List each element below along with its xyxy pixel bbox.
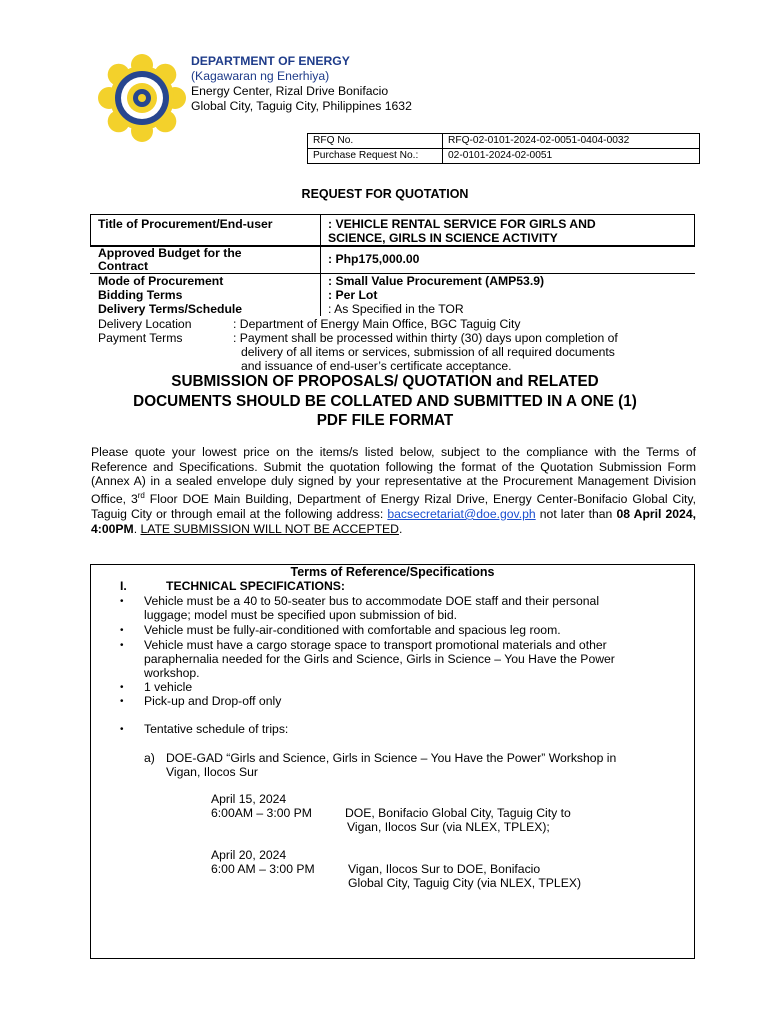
title-value-line-2: SCIENCE, GIRLS IN SCIENCE ACTIVITY [328,231,558,245]
title-value-line-1: : VEHICLE RENTAL SERVICE FOR GIRLS AND [328,217,596,231]
instructions-text-1: Please quote your lowest price on the items/s listed below, subject to the compliance with the Terms of Reference and Specifications. Submit the quotation following the format of the Quotation Submission Form (Annex A) in a sealed envelope duly signed by your representative at the Procurement Management Division Office, 3 [91,445,696,507]
trip-1-route-line-2: Vigan, Ilocos Sur (via NLEX, TPLEX); [347,820,550,834]
rfq-number-table [307,133,700,164]
purchase-request-row [308,149,700,164]
trip-1-time: 6:00AM – 3:00 PM [211,806,312,820]
submission-heading-line-1: SUBMISSION OF PROPOSALS/ QUOTATION and RELATED [171,373,599,390]
instructions-text-5: . [398,521,403,536]
trip-description-line-1: DOE-GAD “Girls and Science, Girls in Science – You Have the Power” Workshop in [166,751,617,765]
mode-label: Mode of Procurement [98,274,224,288]
bac-email-link[interactable]: bacsecretariat@doe.gov.ph [387,506,536,521]
bidding-terms-value: : Per Lot [328,288,378,302]
abc-label-line-2: Contract [98,259,149,273]
ordinal-superscript: rd [137,491,145,501]
tor-heading: Terms of Reference/Specifications [290,565,495,579]
instructions-text-4: . [133,521,141,536]
spec-aircon: Vehicle must be fully-air-conditioned with comfortable and spacious leg room. [144,623,561,637]
submission-heading-line-2: DOCUMENTS SHOULD BE COLLATED AND SUBMITTED IN A ONE (1) [133,392,637,410]
department-name: DEPARTMENT OF ENERGY [191,54,350,68]
submission-heading-line-3: PDF FILE FORMAT [316,412,454,429]
department-subtitle: (Kagawaran ng Enerhiya) [191,69,330,83]
payment-terms-label: Payment Terms [98,331,183,345]
delivery-terms-label: Delivery Terms/Schedule [98,302,243,316]
rfq-no-label: RFQ No. [308,134,443,149]
page-title: REQUEST FOR QUOTATION [301,187,469,201]
trip-2-time: 6:00 AM – 3:00 PM [211,862,315,876]
pr-no-value: 02-0101-2024-02-0051 [443,149,700,164]
delivery-location-label: Delivery Location [98,317,192,331]
trip-2-route-line-1: Vigan, Ilocos Sur to DOE, Bonifacio [348,862,541,876]
trip-2-route-line-2: Global City, Taguig City (via NLEX, TPLEX) [348,876,582,890]
address-line-1: Energy Center, Rizal Drive Bonifacio [191,84,389,98]
trip-2-date: April 20, 2024 [211,848,287,862]
abc-label-line-1: Approved Budget for the [98,246,242,260]
instructions-text-3: not later than [535,506,617,521]
bullet-icon: • [120,640,124,651]
payment-terms-line-3: and issuance of end-user’s certificate acceptance. [241,359,512,373]
mode-value: : Small Value Procurement (AMP53.9) [328,274,545,288]
late-submission-notice: LATE SUBMISSION WILL NOT BE ACCEPTED [140,521,399,536]
title-label: Title of Procurement/End-user [98,217,273,231]
section-title: TECHNICAL SPECIFICATIONS: [166,579,345,593]
trip-description-line-2: Vigan, Ilocos Sur [166,765,258,779]
trip-1-date: April 15, 2024 [211,792,287,806]
spec-bus-capacity-line-2: luggage; model must be specified upon submission of bid. [144,608,458,622]
summary-column-divider [320,214,321,316]
bullet-icon: • [120,696,124,707]
spec-cargo-line-1: Vehicle must have a cargo storage space to transport promotional materials and other [144,638,607,652]
spec-bus-capacity-line-1: Vehicle must be a 40 to 50-seater bus to accommodate DOE staff and their personal [144,594,600,608]
bullet-icon: • [120,682,124,693]
submission-heading [0,372,770,431]
delivery-location-value: : Department of Energy Main Office, BGC Taguig City [233,317,521,331]
address-line-2: Global City, Taguig City, Philippines 1632 [191,99,412,113]
doe-seal-logo [96,52,188,144]
instructions-text-2: Floor DOE Main Building, Department of Energy Rizal Drive, Energy Center-Bonifacio Global City, Taguig City or through email at the following address: [91,492,696,521]
section-number: I. [120,579,127,593]
instructions-paragraph [91,445,696,536]
trip-1-route-line-1: DOE, Bonifacio Global City, Taguig City to [345,806,571,820]
bullet-icon: • [120,596,124,607]
spec-cargo-line-2: paraphernalia needed for the Girls and Science, Girls in Science – You Have the Power [144,652,615,666]
bidding-terms-label: Bidding Terms [98,288,183,302]
bullet-icon: • [120,625,124,636]
payment-terms-line-1: : Payment shall be processed within thirty (30) days upon completion of [233,331,618,345]
rfq-row [308,134,700,149]
bullet-icon: • [120,724,124,735]
abc-value: : Php175,000.00 [328,252,420,266]
rfq-no-value: RFQ-02-0101-2024-02-0051-0404-0032 [443,134,700,149]
delivery-terms-value: : As Specified in the TOR [328,302,464,316]
payment-terms-line-2: delivery of all items or services, submission of all required documents [241,345,615,359]
spec-vehicle-count: 1 vehicle [144,680,193,694]
spec-pickup-dropoff: Pick-up and Drop-off only [144,694,282,708]
spec-schedule-heading: Tentative schedule of trips: [144,722,289,736]
trip-item-label: a) [144,751,155,765]
pr-no-label: Purchase Request No.: [308,149,443,164]
spec-cargo-line-3: workshop. [144,666,200,680]
submission-deadline: 08 April 2024, 4:00PM [91,506,696,536]
